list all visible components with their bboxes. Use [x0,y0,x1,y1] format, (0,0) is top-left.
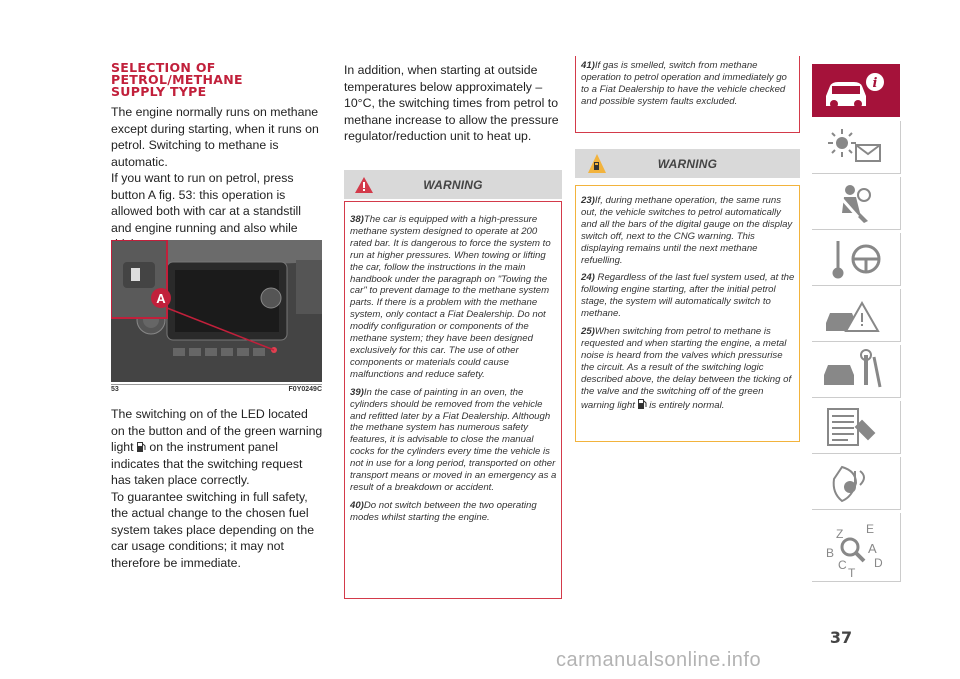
index-letter-z: Z [836,527,844,541]
tab-technical-data[interactable] [812,401,901,454]
warning-header [344,170,562,199]
paragraph: In addition, when starting at outside temperatures below approximately –10°C, the switching times from petrol to methane increase to allow the pressure regulator/reduction unit to heat up. [344,63,559,143]
index-letter-t: T [848,566,856,580]
column-1 [111,104,324,253]
section-heading [111,62,243,98]
paragraph-text: on the instrument panel indicates that the switching request has taken place correctly. [111,440,303,487]
index-letter-b: B [826,546,835,560]
multimedia-icon [812,457,900,509]
callout-label: A [156,291,166,306]
heading-line-2: PETROL/METHANE [111,72,243,87]
tab-safety[interactable] [812,177,901,230]
paragraph [111,406,324,489]
warning-note: 40)Do not switch between the two operating modes whilst starting the engine. [350,499,537,523]
page-number: 37 [829,628,853,647]
paragraph: To guarantee switching in full safety, the actual change to the chosen fuel system takes place depending on the car usage conditions; it may not therefore be immediate. [111,489,315,570]
tab-multimedia[interactable] [812,457,901,510]
warning-note: 41)If gas is smelled, switch from methane operation to petrol operation and immediately go to a Fiat Dealership to have the vehicle checked and possible system faults excluded. [581,60,787,107]
fuel-pump-icon [638,398,647,409]
technical-data-icon [812,401,900,453]
maintenance-icon [812,345,900,397]
watermark: carmanualsonline.info [556,649,762,671]
car-info-icon [812,64,900,117]
figure-code: F0Y0249C [288,386,322,393]
figure-number: 53 [111,386,119,393]
safety-icon [812,177,900,229]
dashboard-figure [111,240,322,382]
heading-line-3: SUPPLY TYPE [111,84,207,99]
warning-note: 25)When switching from petrol to methane is requested and when starting the engine, a metal noise is heard from the valves which pressurise the circuit. As a result of the switching logic described above, the delay between the ticking of the valve and the switching off of the green warning light is entirely normal. [581,326,792,411]
warning-note: 39)In the case of painting in an oven, the cylinders should be removed from the vehicle and refitted later by a Fiat Dealership. Although the methane system has numerous safety features, it is advisable to close the manual cocks for the cylinders every time the vehicle is not in use for a long period, transported on other transport means or moved in an emergency as a result of a breakdown or accident. [350,386,557,493]
tab-index[interactable] [812,513,901,582]
figure-caption [111,384,322,393]
fuel-pump-icon [137,441,146,452]
index-letter-a: A [868,541,877,556]
index-letter-d: D [874,556,883,570]
paragraph: The engine normally runs on methane except during starting, when it runs on petrol. Switching to methane is automatic. [111,105,319,169]
heading-line-1: SELECTION OF [111,60,216,75]
warning-title: WARNING [657,157,718,171]
index-icon [812,513,900,581]
warning-box-red-continued [575,56,800,133]
tab-car-info[interactable] [812,64,900,117]
index-letter-e: E [866,522,875,536]
tab-maintenance[interactable] [812,345,901,398]
starting-driving-icon [812,233,900,285]
tab-emergency[interactable] [812,289,901,342]
warning-lights-icon [812,121,900,173]
tab-warning-lights[interactable] [812,121,901,174]
warning-note: 24) Regardless of the last fuel system used, at the following engine starting, after the initial petrol stage, the system will automatically switch to methane. [581,272,795,320]
column-1-lower [111,406,324,571]
warning-title: WARNING [423,178,483,192]
tab-starting-driving[interactable] [812,233,901,286]
warning-box-amber [575,185,800,442]
warning-note: 38)The car is equipped with a high-pressure methane system designed to operate at 200 rated bar. It is dangerous to force the system to run at higher pressures. When towing or lifting the car, follow the instructions in the main handbook under the paragraph on "Towing the car" to prevent damage to the methane system parts. If there is a problem with the methane system, only contact a Fiat Dealership. Do not modify configuration or components of the methane system; they have been designed exclusively for this car. The use of other components or materials could cause malfunctions and reduce safety. [350,214,551,380]
column-2 [344,62,562,145]
warning-header-amber [575,149,800,178]
warning-note: 23)If, during methane operation, the same runs out, the vehicle switches to petrol automatically and all the bars of the digital gauge on the display switch off, next to the CNG warning. This displaying remains until the next methane refuelling. [581,195,793,266]
paragraph: If you want to run on petrol, press button A fig. 53: this operation is allowed both with car at a standstill and engine running and also while [111,171,302,235]
warning-box-red [344,201,562,599]
svg-text:i: i [872,76,878,91]
dashboard-illustration [111,240,322,382]
index-letter-c: C [838,558,847,572]
emergency-icon [812,289,900,341]
paragraph-text: The switching on of the LED located on the button and of the green warning light [111,407,323,454]
